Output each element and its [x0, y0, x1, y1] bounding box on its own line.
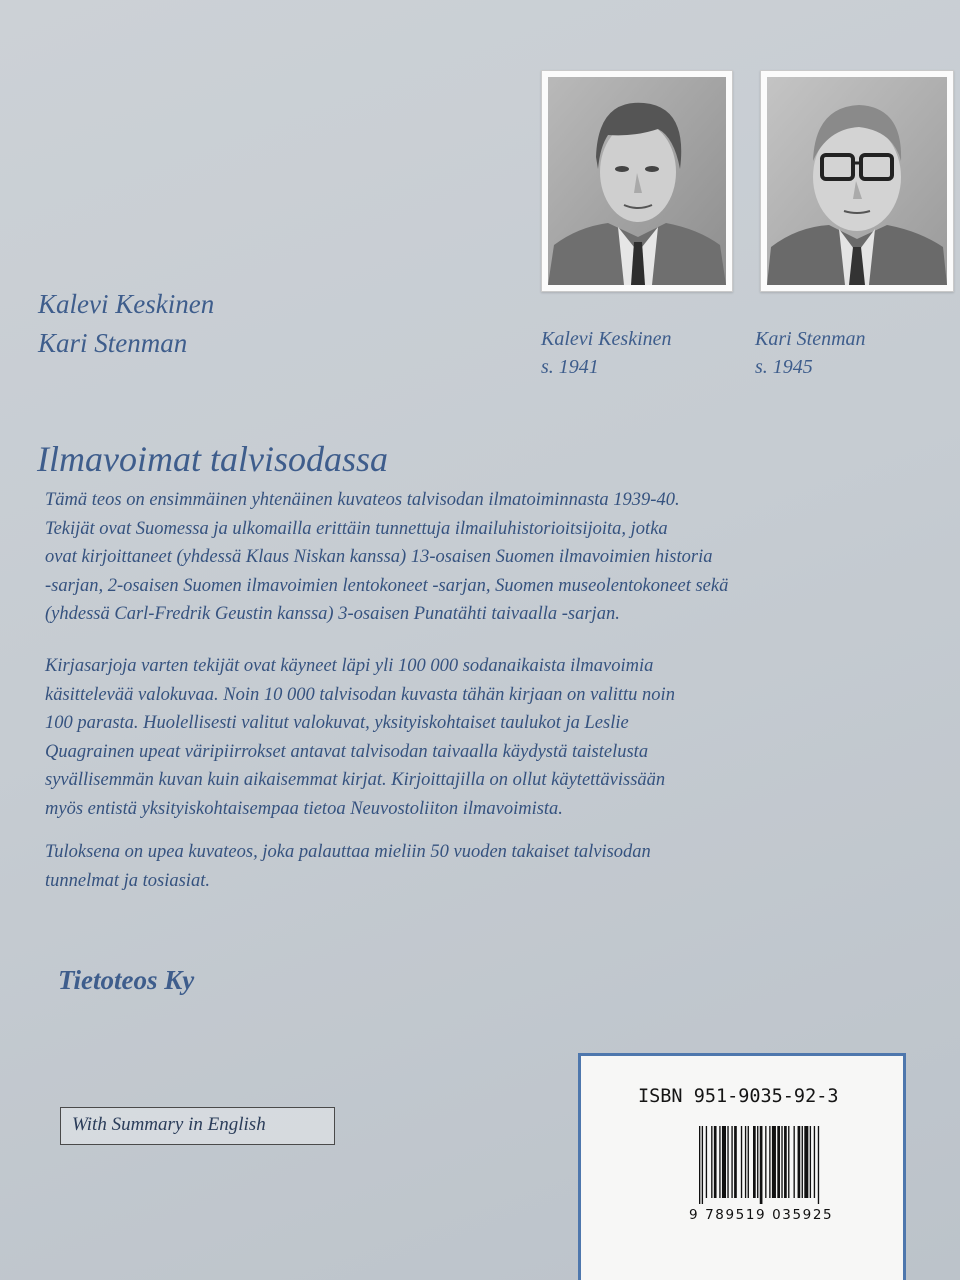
publisher-name: Tietoteos Ky [58, 965, 195, 995]
text-line: Tuloksena on upea kuvateos, joka palauttaa mieliin 50 vuoden takaiset talvisodan [45, 842, 651, 862]
text-line: Tämä teos on ensimmäinen yhtenäinen kuvateos talvisodan ilmatoiminnasta 1939-40. [45, 490, 680, 510]
text-line: Quagrainen upeat väripiirrokset antavat talvisodan taivaalla käydystä taistelusta [45, 741, 649, 762]
isbn-label: ISBN 951-9035-92-3 [638, 1086, 839, 1107]
text-line: -sarjan, 2-osaisen Suomen ilmavoimien lentokoneet -sarjan, Suomen museolentokoneet sekä [45, 575, 729, 596]
isbn-panel [578, 1053, 906, 1280]
photo-caption [755, 325, 866, 381]
text-line: syvällisemmän kuvan kuin aikaisemmat kirjat. Kirjoittajilla on ollut käytettävissään [45, 770, 666, 790]
text-line: käsittelevää valokuvaa. Noin 10 000 talvisodan kuvasta tähän kirjaan on valittu noin [45, 684, 675, 705]
caption-name: Kari Stenman [755, 328, 866, 350]
book-title: Ilmavoimat talvisodassa [37, 439, 388, 479]
author-photo [760, 70, 954, 292]
photo-caption [541, 325, 672, 381]
description-paragraph [45, 652, 925, 823]
author-name: Kalevi Keskinen [38, 289, 215, 319]
author-name: Kari Stenman [38, 328, 188, 358]
description-paragraph [45, 838, 925, 895]
barcode-number: 9 789519 035925 [689, 1207, 834, 1223]
author-list [38, 285, 214, 363]
summary-label-box: With Summary in English [60, 1107, 335, 1145]
text-line: (yhdessä Carl-Fredrik Geustin kanssa) 3-osaisen Punatähti taivaalla -sarjan. [45, 604, 620, 624]
portrait-image [767, 77, 947, 285]
text-line: ovat kirjoittaneet (yhdessä Klaus Niskan kanssa) 13-osaisen Suomen ilmavoimien historia [45, 547, 713, 567]
author-photo [541, 70, 733, 292]
text-line: 100 parasta. Huolellisesti valitut valokuvat, yksityiskohtaiset taulukot ja Leslie [45, 713, 629, 733]
description-paragraph [45, 486, 925, 629]
text-line: tunnelmat ja tosiasiat. [45, 870, 210, 891]
text-line: myös entistä yksityiskohtaisempaa tietoa Neuvostoliiton ilmavoimista. [45, 798, 563, 819]
barcode-icon [697, 1126, 863, 1204]
caption-name: Kalevi Keskinen [541, 328, 672, 350]
portrait-image [548, 77, 726, 285]
text-line: Tekijät ovat Suomessa ja ulkomailla erittäin tunnettuja ilmailuhistorioitsijoita, jotka [45, 518, 668, 539]
text-line: Kirjasarjoja varten tekijät ovat käyneet läpi yli 100 000 sodanaikaista ilmavoimia [45, 656, 654, 676]
caption-born: s. 1945 [755, 356, 813, 378]
caption-born: s. 1941 [541, 356, 599, 378]
